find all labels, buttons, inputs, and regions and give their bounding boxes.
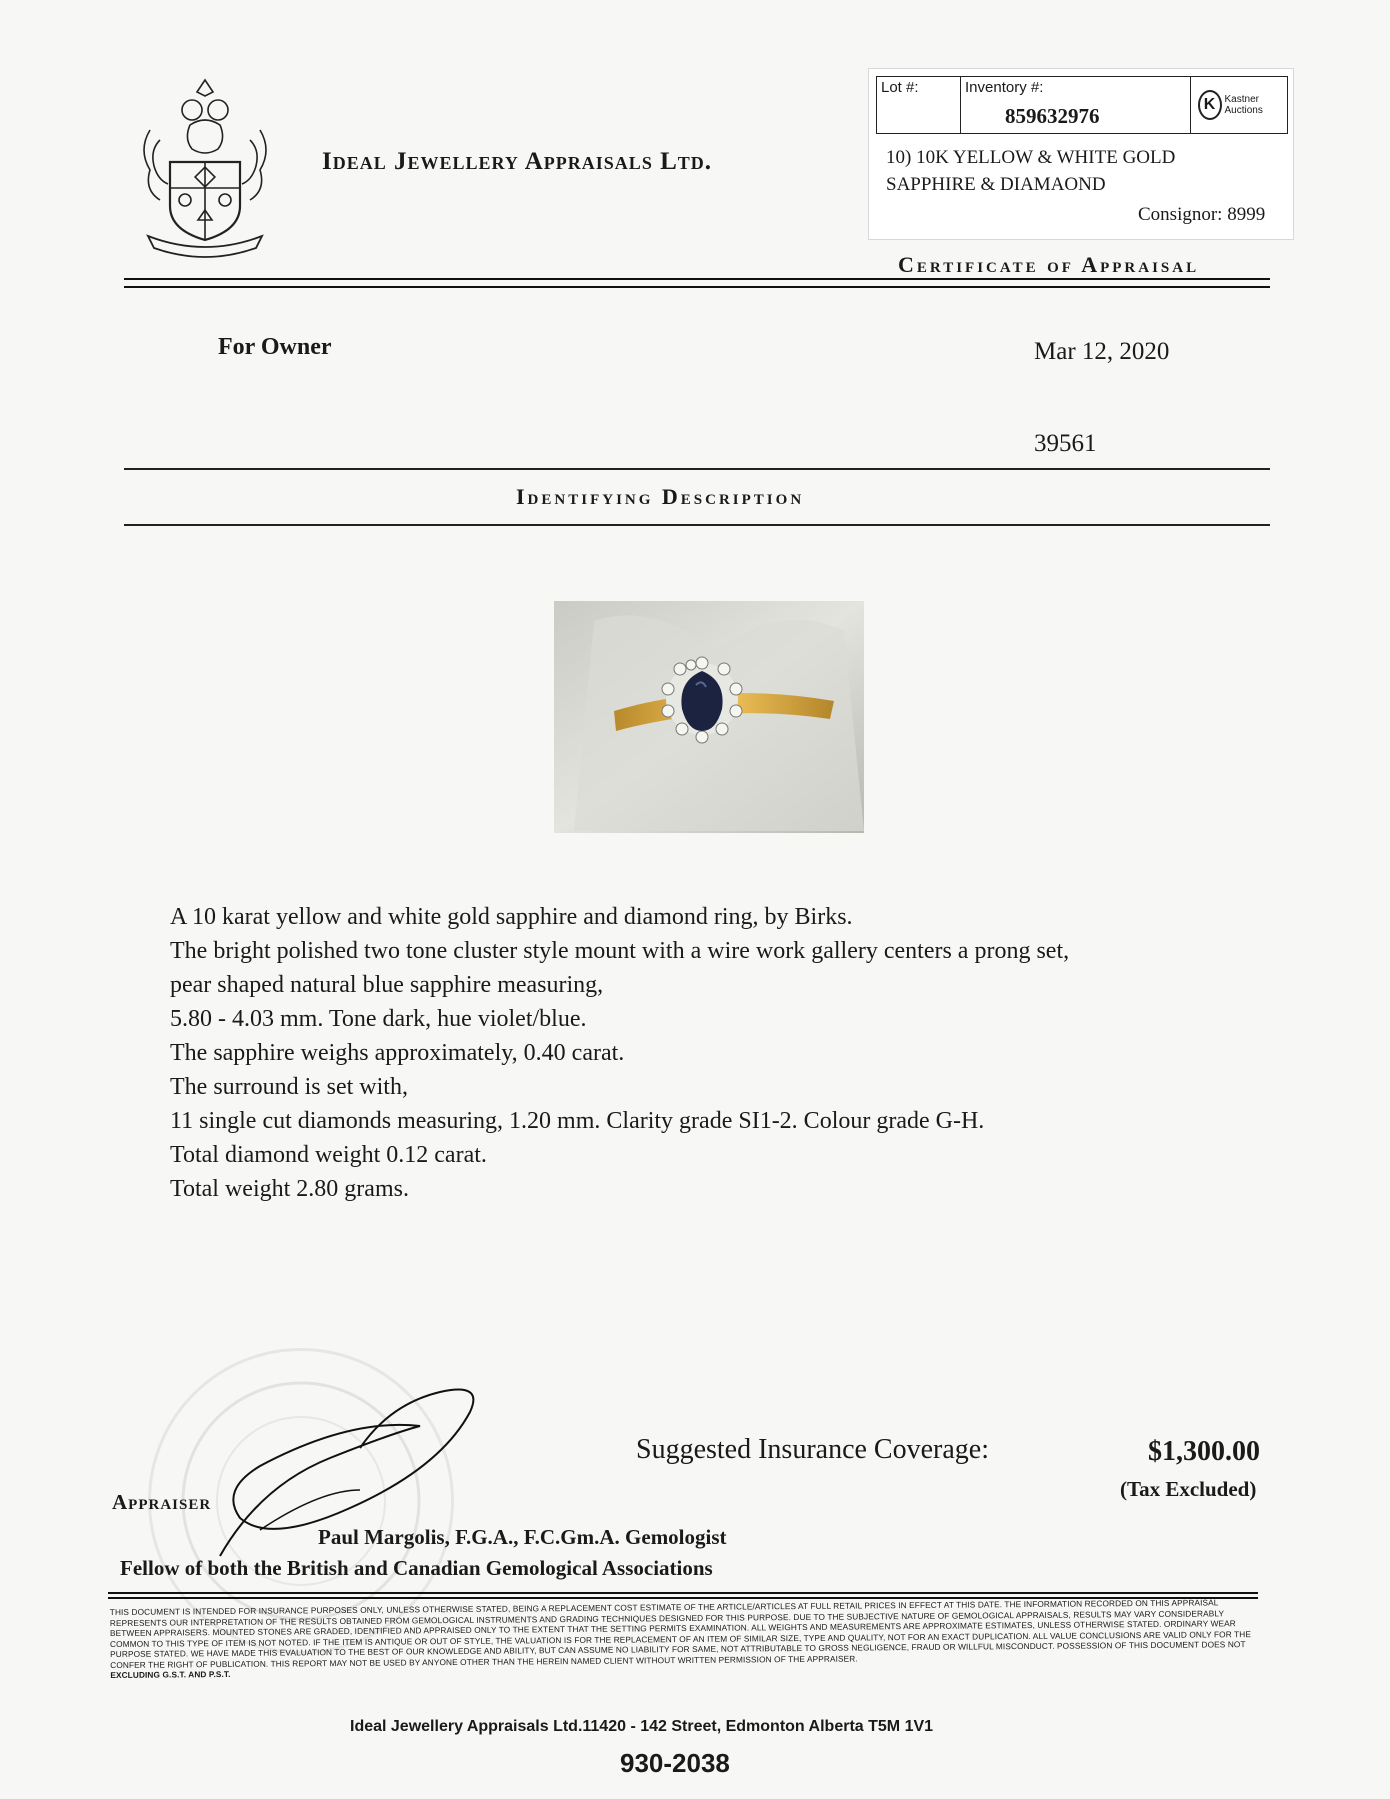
description-line: A 10 karat yellow and white gold sapphire and diamond ring, by Birks. <box>170 904 853 930</box>
section-divider-bottom <box>124 524 1270 526</box>
appraiser-signature <box>200 1380 540 1580</box>
appraiser-fellowship: Fellow of both the British and Canadian Gemological Associations <box>120 1556 713 1580</box>
section-title: Identifying Description <box>516 484 805 509</box>
reference-number: 39561 <box>1034 430 1097 457</box>
description-line: The bright polished two tone cluster style mount with a wire work gallery centers a prong set, <box>170 938 1070 964</box>
section-divider-top <box>124 468 1270 470</box>
appraiser-name: Paul Margolis, F.G.A., F.C.Gm.A. Gemologist <box>318 1525 727 1549</box>
appraisal-date: Mar 12, 2020 <box>1034 338 1170 365</box>
description-line: pear shaped natural blue sapphire measuring, <box>170 972 604 998</box>
auction-logo <box>1191 77 1287 133</box>
description-line: Total diamond weight 0.12 carat. <box>170 1142 487 1168</box>
lot-description <box>886 144 1175 198</box>
inventory-number: 859632976 <box>1005 104 1100 128</box>
description-line: The sapphire weighs approximately, 0.40 carat. <box>170 1040 625 1066</box>
lot-label: Lot #: <box>881 79 919 96</box>
description-line: 11 single cut diamonds measuring, 1.20 mm. Clarity grade SI1-2. Colour grade G-H. <box>170 1108 985 1134</box>
legal-disclaimer <box>110 1597 1261 1681</box>
auction-logo-text: Kastner Auctions <box>1224 94 1263 116</box>
lot-description-line2: SAPPHIRE & DIAMAOND <box>886 174 1106 195</box>
footer-address: Ideal Jewellery Appraisals Ltd.11420 - 142 Street, Edmonton Alberta T5M 1V1 <box>350 1718 934 1735</box>
legal-excluding: EXCLUDING G.S.T. AND P.S.T. <box>110 1668 231 1681</box>
description-line: The surround is set with, <box>170 1074 408 1100</box>
ring-photo <box>554 601 864 833</box>
tax-note: (Tax Excluded) <box>1120 1477 1257 1501</box>
lot-sticker-table <box>876 76 1288 134</box>
inventory-label: Inventory #: <box>965 79 1044 96</box>
identifying-description <box>170 900 1069 1206</box>
header-divider <box>124 278 1270 288</box>
footer-phone: 930-2038 <box>620 1748 730 1778</box>
appraiser-label: Appraiser <box>112 1490 212 1514</box>
company-crest-logo <box>130 70 280 260</box>
certificate-title: Certificate of Appraisal <box>898 252 1200 277</box>
company-name: Ideal Jewellery Appraisals Ltd. <box>322 148 713 175</box>
description-line: 5.80 - 4.03 mm. Tone dark, hue violet/blue. <box>170 1006 587 1032</box>
auction-logo-k-icon: K <box>1198 90 1222 120</box>
legal-text: THIS DOCUMENT IS INTENDED FOR INSURANCE PURPOSES ONLY, UNLESS OTHERWISE STATED, BEING A REPLACEMENT COST ESTIMATE OF THE ARTICLE/ARTICLES AT FULL RETAIL PRICES IN EFFECT AT THIS DATE. THE INFORMATION RECORDED ON THIS APPRAISAL REPRESENTS OUR INTERPRETATION OF THE RESULTS OBTAINED FROM GEMOLOGICAL INSTRUMENTS AND GRADING TECHNIQUES DESIGNED FOR THIS PURPOSE. DUE TO THE SUBJECTIVE NATURE OF GEMOLOGICAL APPRAISALS, RESULTS MAY VARY CONSIDERABLY BETWEEN APPRAISERS. MOUNTED STONES ARE GRADED, IDENTIFIED AND APPRAISED ONLY TO THE EXTENT THAT THE SETTING PERMITS EXAMINATION. ALL WEIGHTS AND MEASUREMENTS ARE APPROXIMATE ESTIMATES, UNLESS OTHERWISE STATED. ORDINARY WEAR COMMON TO THIS TYPE OF ITEM IS NOT NOTED. IF THE ITEM IS ANTIQUE OR OUT OF STYLE, THE VALUATION IS FOR THE REPLACEMENT OF AN ITEM OF SIMILAR SIZE, TYPE AND QUALITY, NOT FOR AN EXACT DUPLICATION. ALL VALUE CONCLUSIONS ARE VALID ONLY FOR THE PURPOSE STATED. WE HAVE MADE THIS EVALUATION TO THE BEST OF OUR KNOWLEDGE AND ABILITY, BUT CAN ASSUME NO LIABILITY FOR SAME, NOT ATTRIBUTABLE TO GROSS NEGLIGENCE, FRAUD OR WILLFUL MISCONDUCT. POSSESSION OF THIS DOCUMENT DOES NOT CONFER THE RIGHT OF PUBLICATION. THIS REPORT MAY NOT BE USED BY ANYONE OTHER THAN THE HEREIN NAMED CLIENT WITHOUT WRITTEN PERMISSION OF THE APPRAISER. <box>109 1597 1251 1670</box>
inventory-cell <box>961 77 1191 133</box>
description-line: Total weight 2.80 grams. <box>170 1176 409 1202</box>
lot-description-line1: 10) 10K YELLOW & WHITE GOLD <box>886 147 1176 168</box>
insurance-label: Suggested Insurance Coverage: <box>636 1434 989 1465</box>
for-owner: For Owner <box>218 334 332 360</box>
consignor: Consignor: 8999 <box>1138 204 1266 225</box>
lot-number-cell <box>877 77 961 133</box>
insurance-value: $1,300.00 <box>1148 1436 1260 1467</box>
